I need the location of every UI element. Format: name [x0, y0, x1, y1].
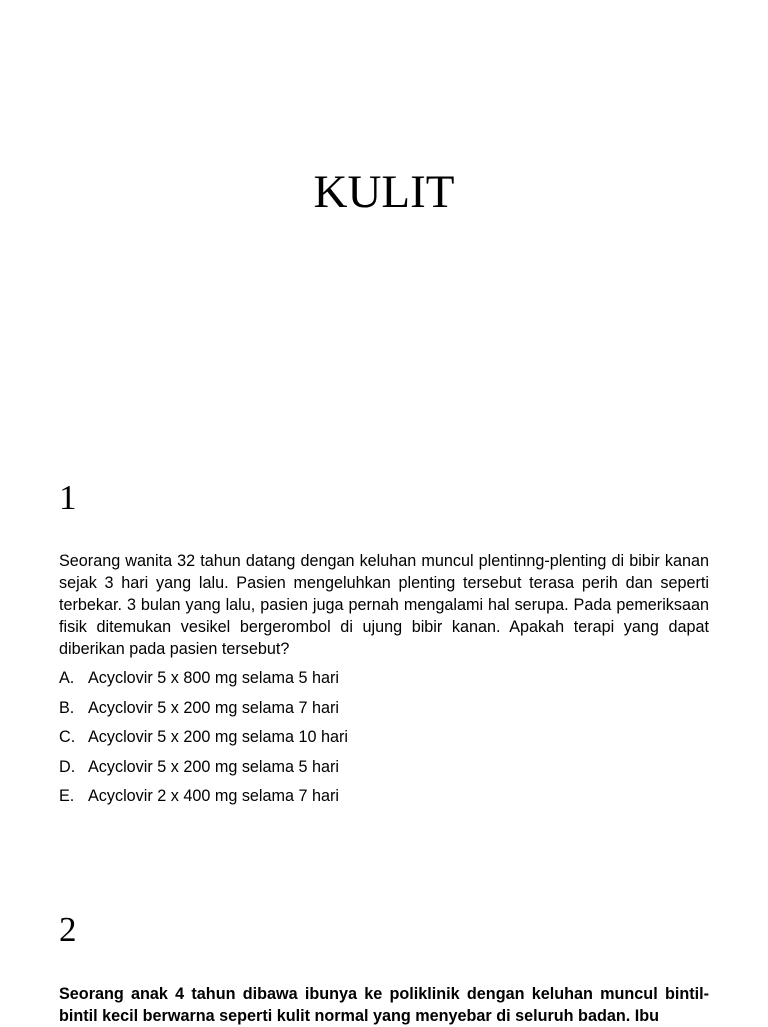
option-c-text: Acyclovir 5 x 200 mg selama 10 hari [88, 728, 349, 746]
option-d-text: Acyclovir 5 x 200 mg selama 5 hari [88, 757, 340, 776]
option-a-letter: A. [59, 669, 75, 687]
option-c-letter: C. [59, 728, 76, 746]
question-2-text: Seorang anak 4 tahun dibawa ibunya ke poliklinik dengan keluhan muncul bintil-bintil kecil berwarna seperti kulit normal yang menyebar di seluruh badan. Ibu [59, 985, 709, 1025]
option-c [59, 723, 348, 753]
option-a [59, 664, 348, 694]
option-b-text: Acyclovir 5 x 200 mg selama 7 hari [88, 698, 340, 717]
option-d [59, 753, 348, 783]
option-e [59, 782, 348, 812]
question-1-number: 1 [59, 478, 77, 517]
option-e-text: Acyclovir 2 x 400 mg selama 7 hari [88, 787, 340, 805]
option-b [59, 694, 348, 724]
page-title: KULIT [313, 166, 455, 218]
option-b-letter: B. [59, 698, 75, 717]
question-2-number: 2 [59, 910, 77, 949]
question-1-options [59, 664, 348, 812]
option-a-text: Acyclovir 5 x 800 mg selama 5 hari [88, 669, 340, 687]
option-e-letter: E. [59, 787, 75, 805]
option-d-letter: D. [59, 757, 76, 776]
question-1-text: Seorang wanita 32 tahun datang dengan keluhan muncul plentinng-plenting di bibir kanan sejak 3 hari yang lalu. Pasien mengeluhkan plenting tersebut terasa perih dan seperti terbekar. 3 bulan yang lalu, pasien juga pernah mengalami hal serupa. Pada pemeriksaan fisik ditemukan vesikel bergerombol di ujung bibir kanan. Apakah terapi yang dapat diberikan pada pasien tersebut? [59, 552, 709, 658]
